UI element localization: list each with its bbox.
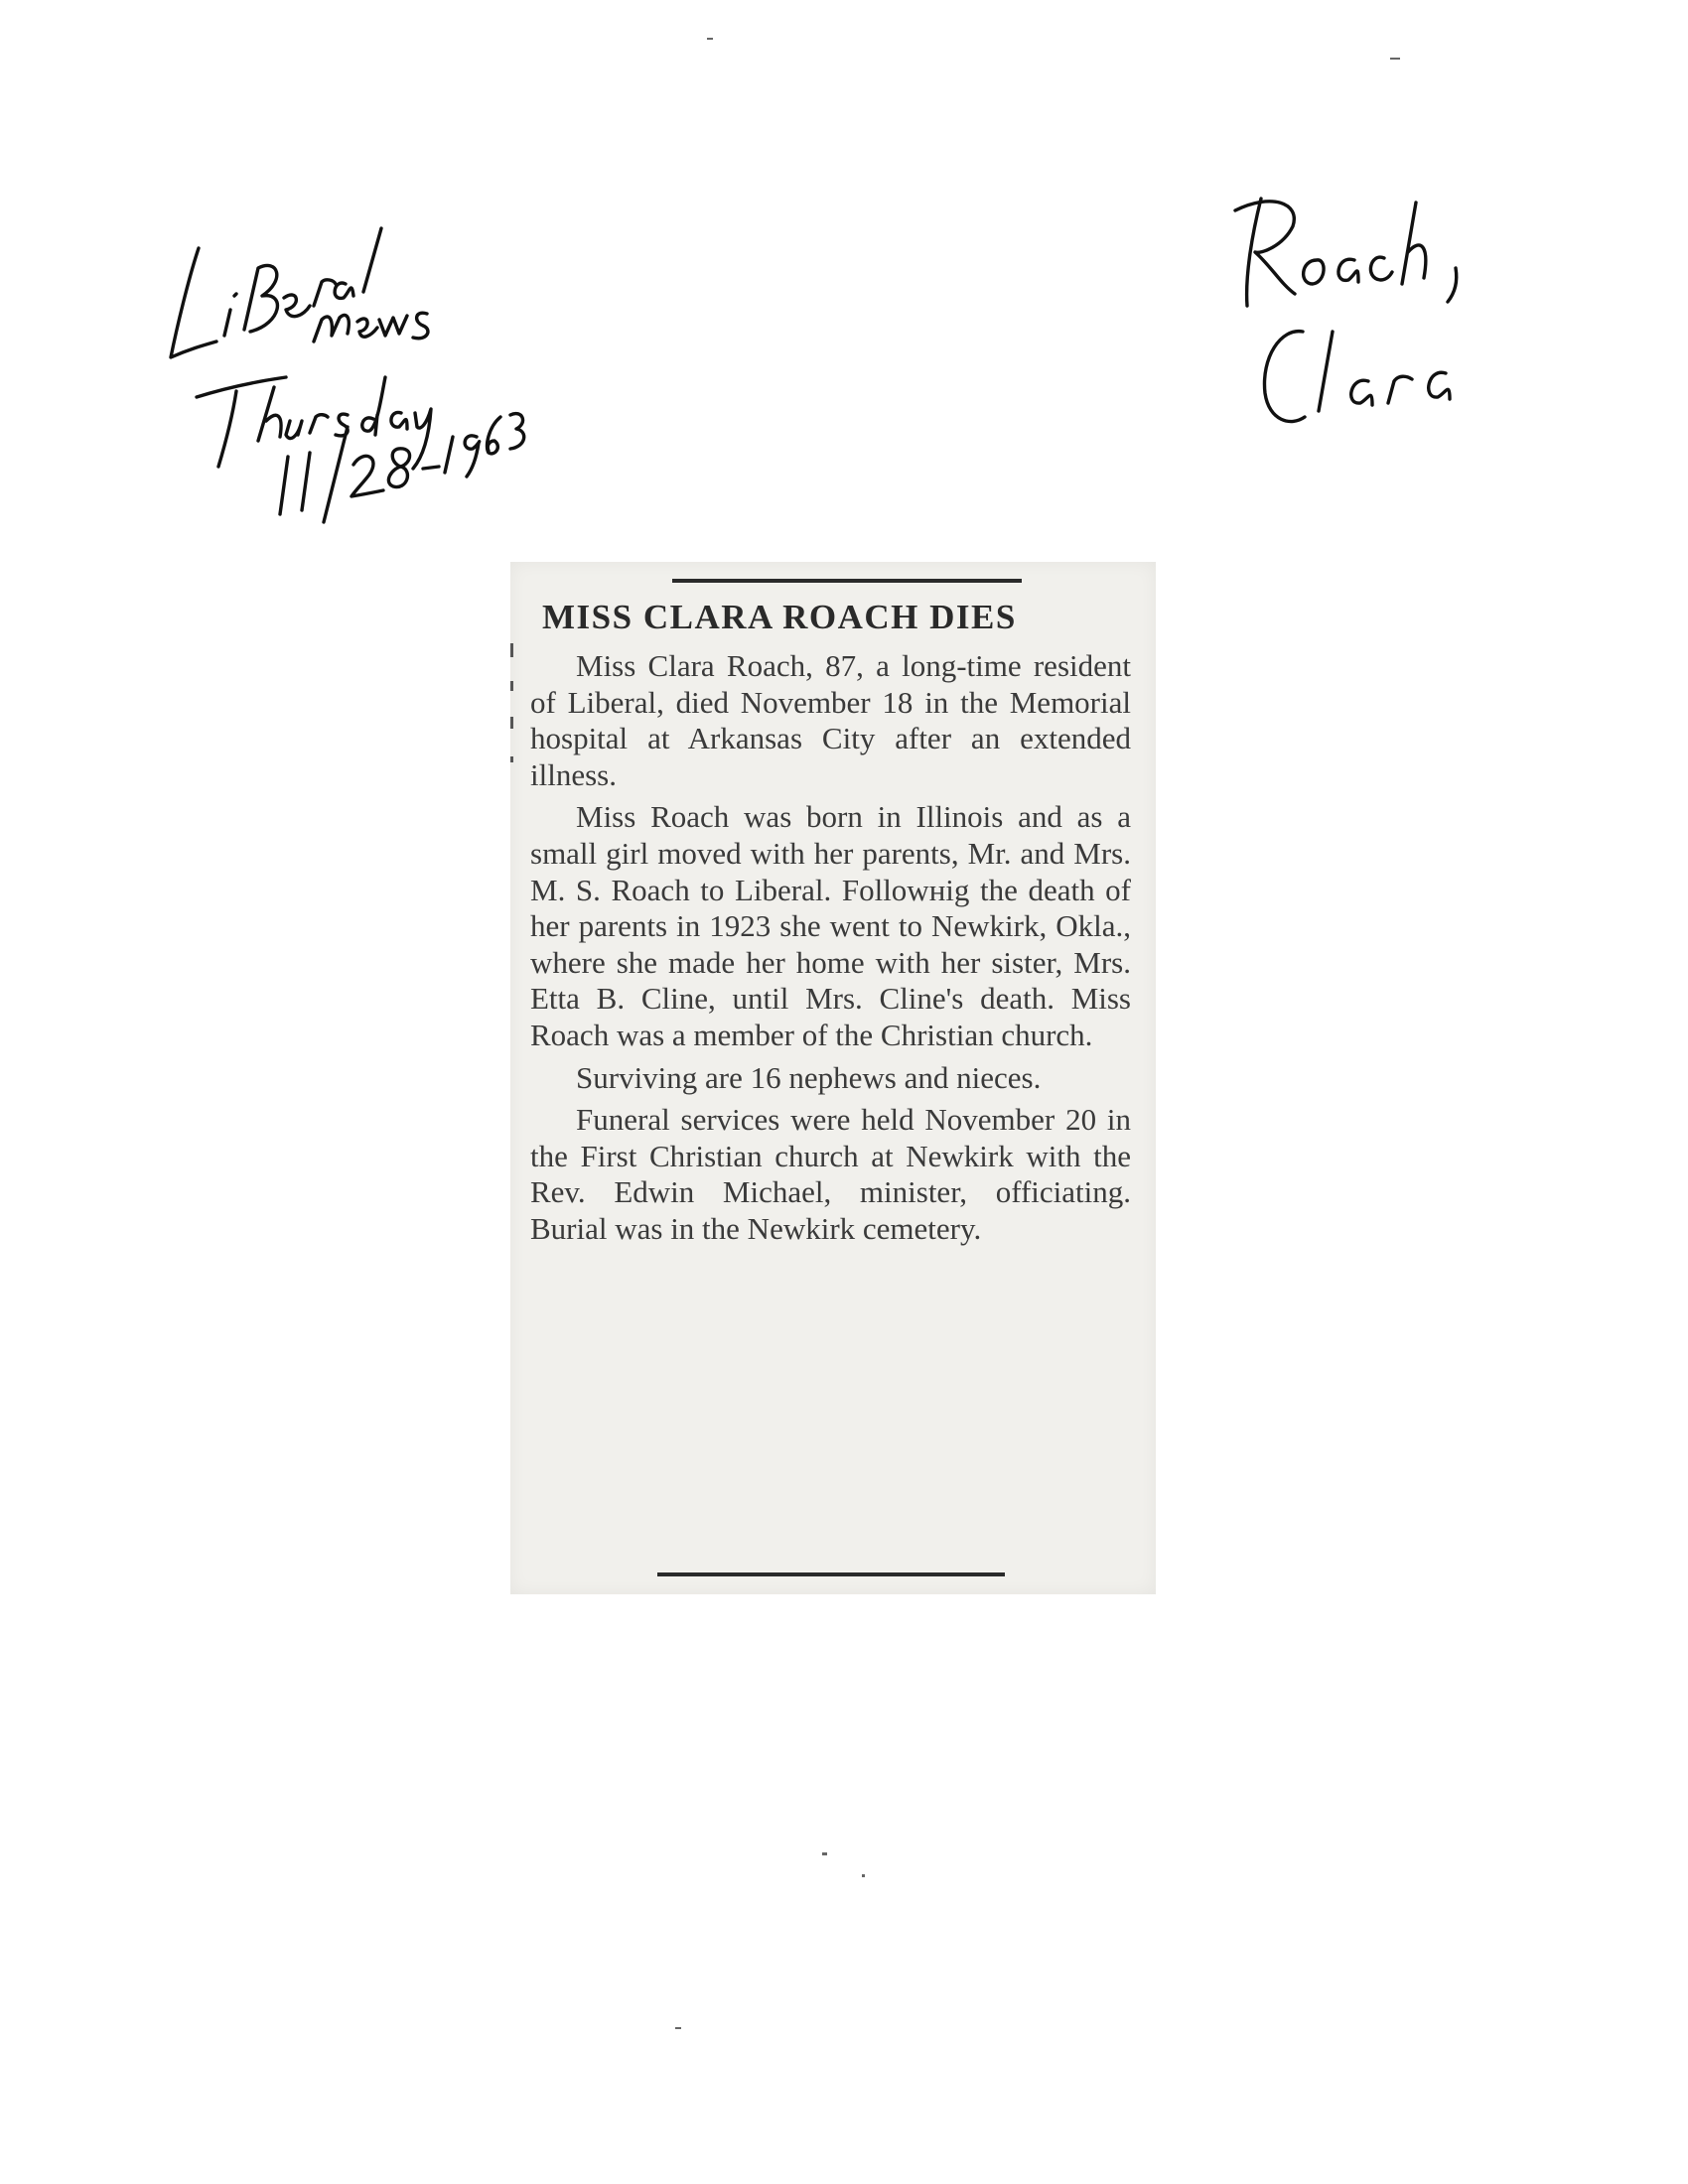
clipping-bottom-rule <box>657 1572 1005 1576</box>
clipping-paragraph: Funeral services were held November 20 in the First Christian church at Newkirk with the Rev. Edwin Michael, minister, officiating. Burial was in the Newkirk cemetery. <box>530 1102 1131 1246</box>
clipping-paragraph: Surviving are 16 nephews and nieces. <box>576 1059 1042 1095</box>
scan-speck <box>1390 58 1400 60</box>
scan-edge-mark <box>510 681 513 691</box>
scan-speck <box>822 1852 827 1855</box>
scan-speck <box>675 2027 681 2029</box>
clipping-paragraph: Miss Clara Roach, 87, a long-time resident of Liberal, died November 18 in the Memorial hospital at Arkansas City after an extended illness. <box>530 648 1131 792</box>
clipping-headline: MISS CLARA ROACH DIES <box>542 598 1017 636</box>
handwritten-note-roach <box>1221 189 1470 338</box>
scan-speck <box>707 38 713 40</box>
clipping-body <box>530 648 1131 1248</box>
scan-edge-mark <box>510 717 513 729</box>
handwritten-note-clara <box>1251 318 1489 437</box>
clipping-paragraph: Miss Roach was born in Illinois and as a small girl moved with her parents, Mr. and Mrs. M. S. Roach to Liberal. Followнig the death of her parents in 1923 she went to Newkirk, Okla., where she made her home with her sister, Mrs. Etta B. Cline, until Mrs. Cline's death. Miss Roach was a member of the Christian church. <box>530 799 1131 1052</box>
newspaper-clipping <box>510 562 1156 1594</box>
scan-edge-mark <box>510 643 513 657</box>
clipping-top-rule <box>672 579 1022 583</box>
scan-speck <box>862 1874 865 1877</box>
scan-edge-mark <box>510 756 513 762</box>
handwritten-note-date <box>268 387 526 526</box>
